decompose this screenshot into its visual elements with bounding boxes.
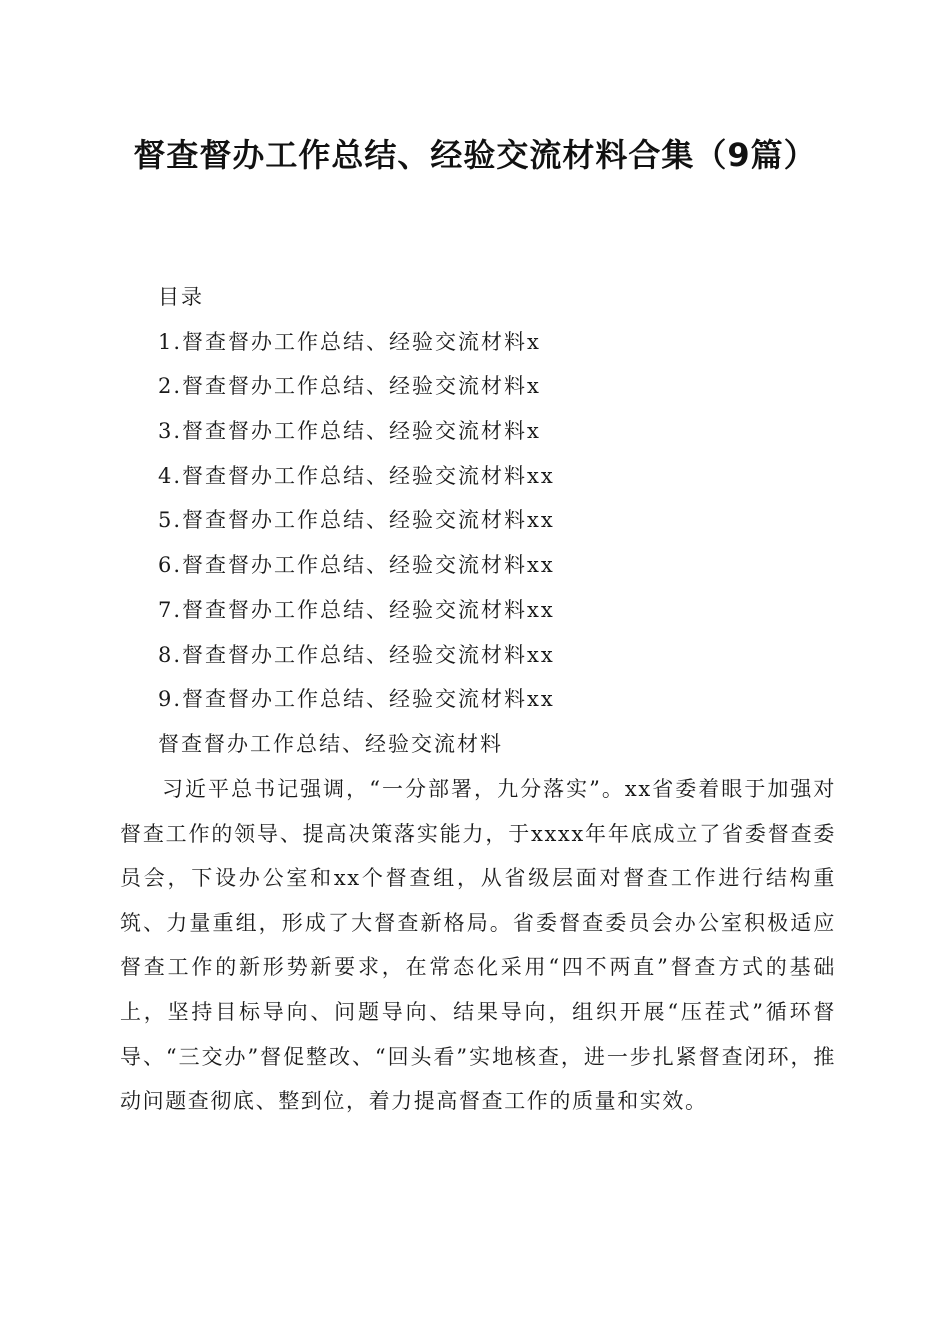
section-title: 督查督办工作总结、经验交流材料 [158, 731, 503, 756]
toc-item[interactable]: 3.督查督办工作总结、经验交流材料x [158, 419, 541, 444]
toc-item[interactable]: 4.督查督办工作总结、经验交流材料xx [158, 463, 555, 488]
toc-heading: 目录 [158, 285, 204, 309]
toc-item[interactable]: 8.督查督办工作总结、经验交流材料xx [158, 642, 555, 667]
table-of-contents [158, 278, 838, 770]
toc-item[interactable]: 1.督查督办工作总结、经验交流材料x [158, 329, 541, 354]
toc-item[interactable]: 5.督查督办工作总结、经验交流材料xx [158, 508, 555, 533]
document-title: 督查督办工作总结、经验交流材料合集（9篇） [133, 136, 817, 174]
body-paragraph: 习近平总书记强调，“一分部署，九分落实”。xx省委着眼于加强对督查工作的领导、提高决策落实能力，于xxxx年年底成立了省委督查委员会，下设办公室和xx个督查组，从省级层面对督查工作进行结构重筑、力量重组，形成了大督查新格局。省委督查委员会办公室积极适应督查工作的新形势新要求，在常态化采用“四不两直”督查方式的基础上，坚持目标导向、问题导向、结果导向，组织开展“压茬式”循环督导、“三交办”督促整改、“回头看”实地核查，进一步扎紧督查闭环，推动问题查彻底、整到位，着力提高督查工作的质量和实效。 [120, 777, 836, 1114]
toc-item[interactable]: 9.督查督办工作总结、经验交流材料xx [158, 687, 555, 712]
toc-item[interactable]: 7.督查督办工作总结、经验交流材料xx [158, 597, 555, 622]
body-text [120, 767, 836, 1124]
toc-item[interactable]: 6.督查督办工作总结、经验交流材料xx [158, 553, 555, 578]
toc-item[interactable]: 2.督查督办工作总结、经验交流材料x [158, 374, 541, 399]
